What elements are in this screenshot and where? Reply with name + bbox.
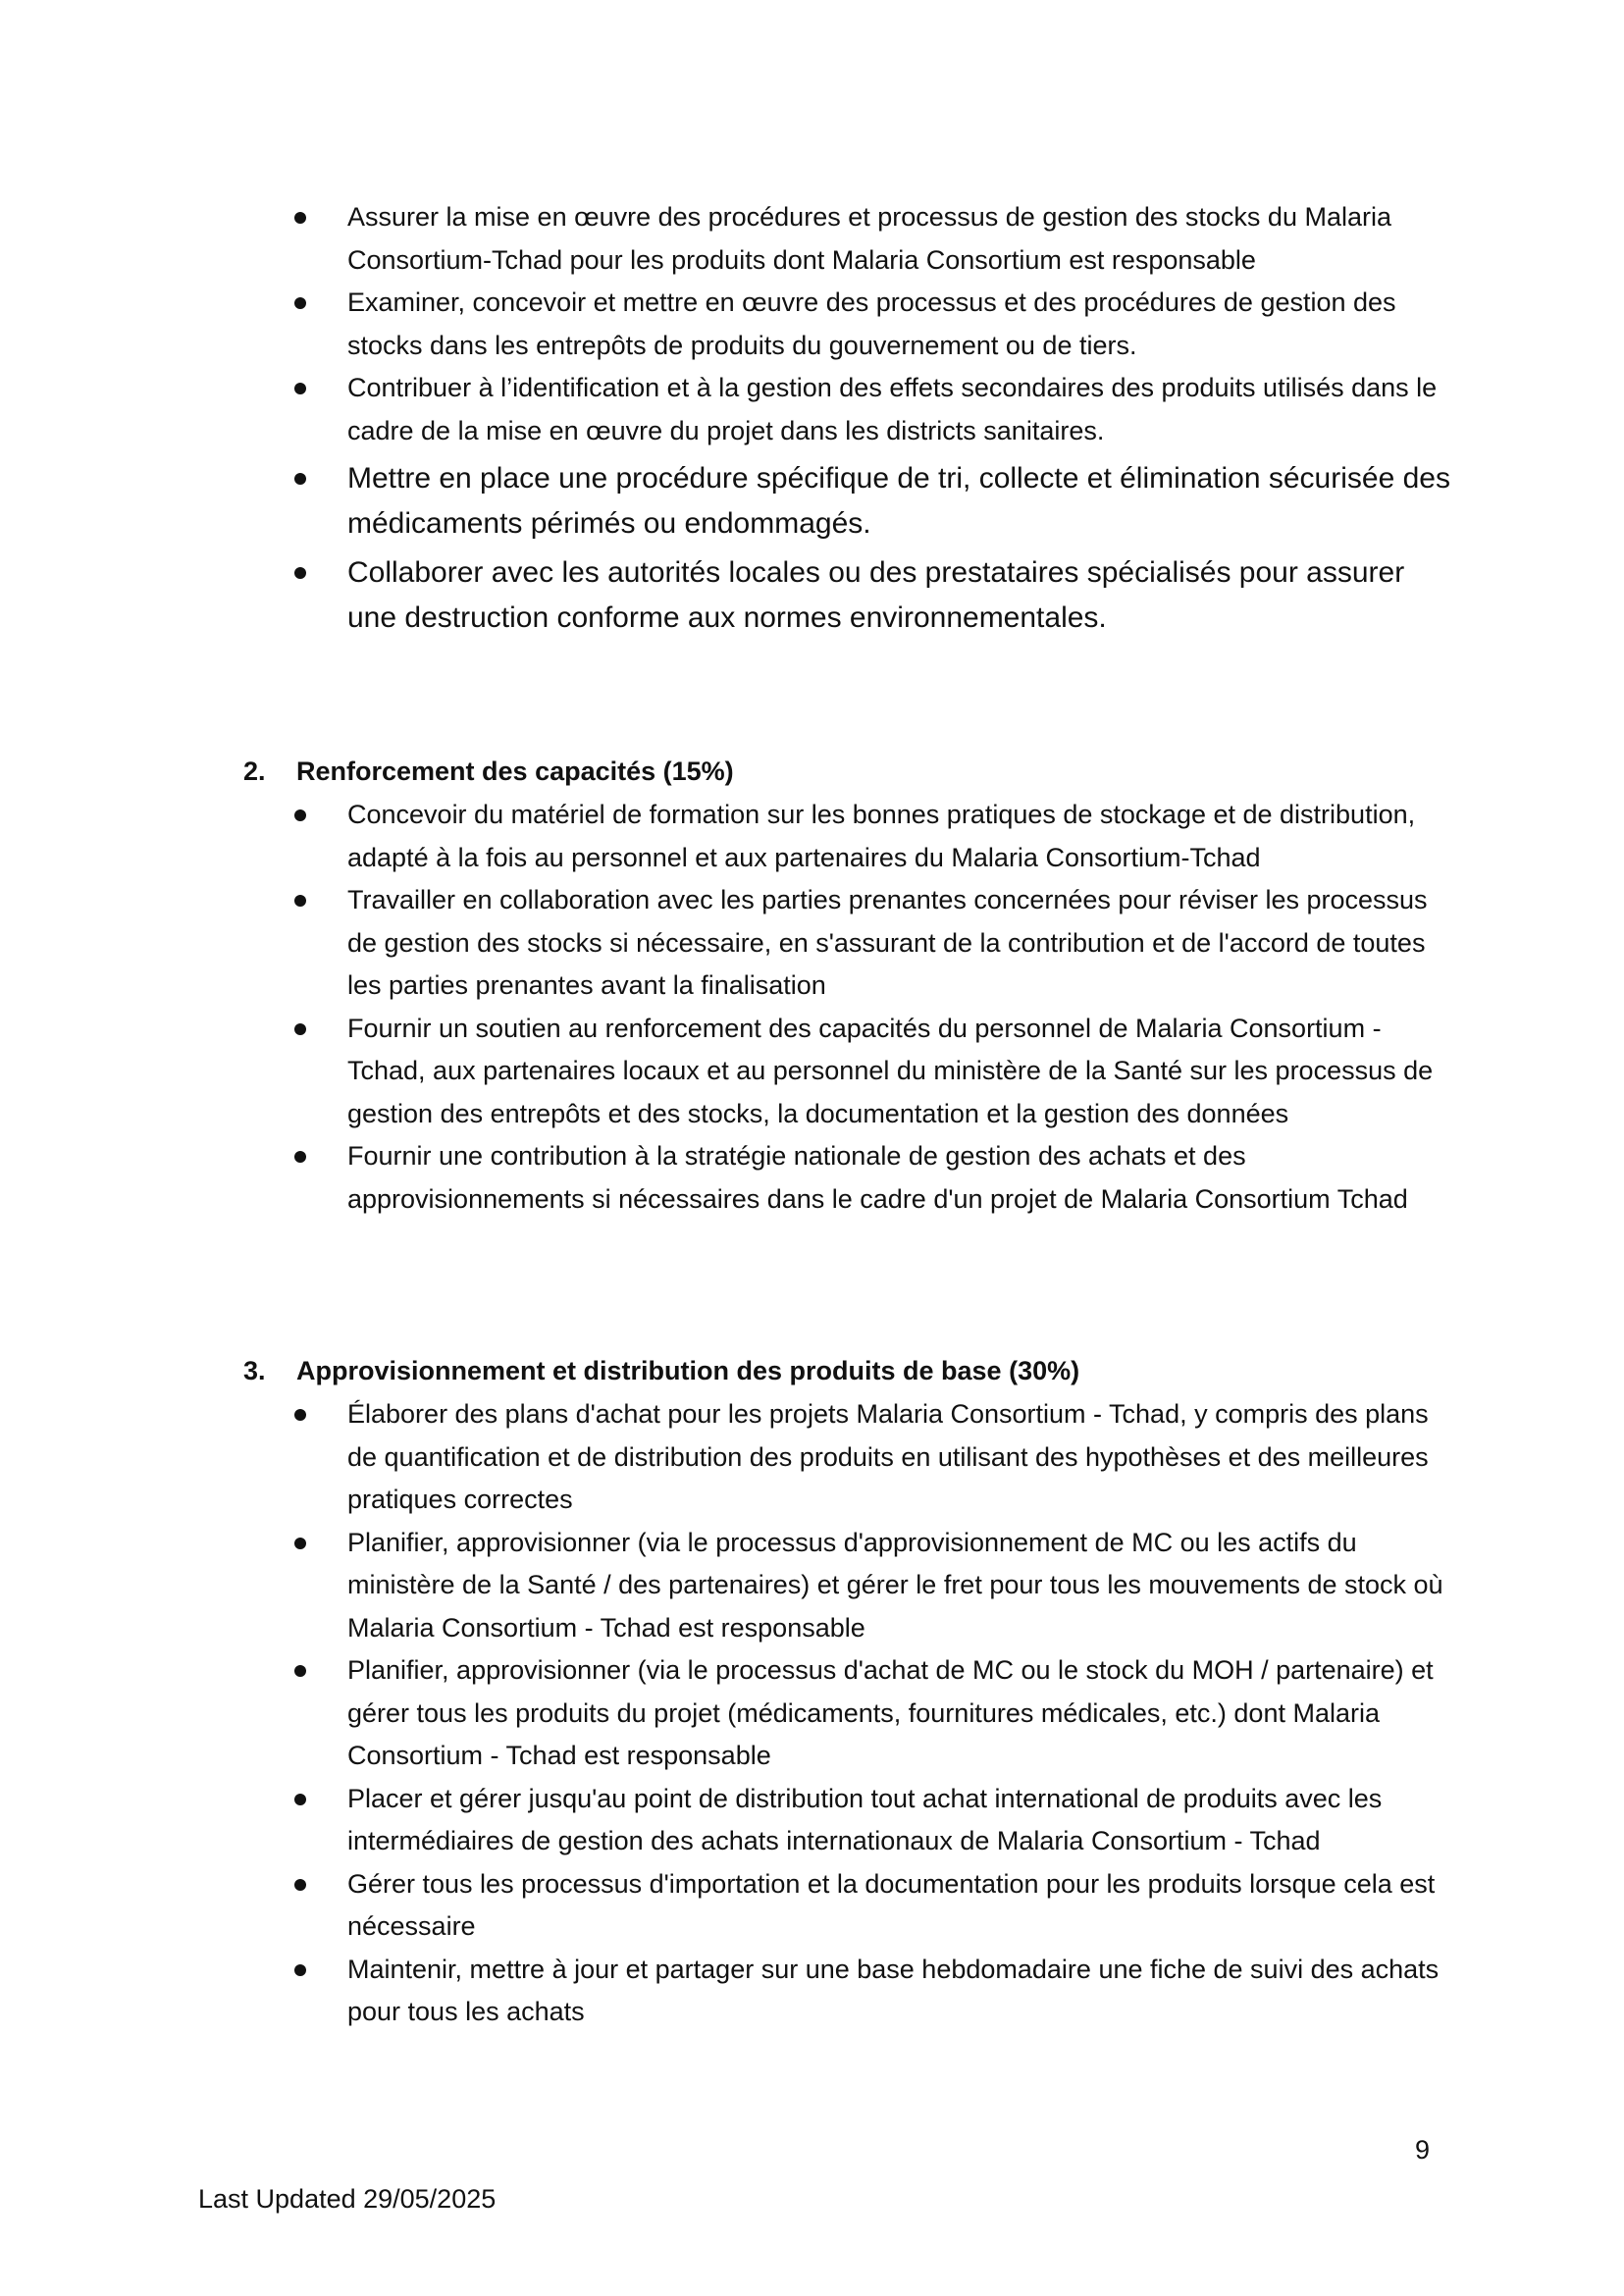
list-item-text: Assurer la mise en œuvre des procédures et processus de gestion des stocks du Malaria Consortium-Tchad pour les produits dont Malaria Consortium est responsable bbox=[347, 202, 1391, 275]
section-number: 2. bbox=[243, 757, 266, 786]
list-item-text: Collaborer avec les autorités locales ou des prestataires spécialisés pour assurer une destruction conforme aux normes environnementales. bbox=[347, 556, 1405, 634]
list-item-text: Planifier, approvisionner (via le processus d'approvisionnement de MC ou les actifs du ministère de la Santé / des partenaires) et gérer le fret pour tous les mouvements de stock où Malaria Consortium - Tchad est responsable bbox=[347, 1527, 1443, 1643]
bullet-icon bbox=[294, 383, 306, 394]
page-number: 9 bbox=[1415, 2135, 1431, 2165]
bullet-icon bbox=[294, 809, 306, 821]
bullet-icon bbox=[294, 473, 306, 485]
list-item-text: Fournir un soutien au renforcement des capacités du personnel de Malaria Consortium - Tchad, aux partenaires locaux et au personnel du ministère de la Santé sur les processus de gestion des entrepôts et des stocks, la documentation et la gestion des données bbox=[347, 1013, 1434, 1128]
list-item bbox=[294, 879, 1452, 1008]
section-title: Renforcement des capacités (15%) bbox=[296, 757, 734, 786]
section-2-bullet-list bbox=[294, 794, 1452, 1221]
list-item bbox=[294, 456, 1452, 547]
list-item bbox=[294, 550, 1452, 641]
bullet-icon bbox=[294, 212, 306, 224]
list-item bbox=[294, 196, 1452, 282]
list-item-text: Contribuer à l’identification et à la gestion des effets secondaires des produits utilisés dans le cadre de la mise en œuvre du projet dans les districts sanitaires. bbox=[347, 373, 1438, 445]
list-item bbox=[294, 1778, 1452, 1863]
bullet-icon bbox=[294, 1964, 306, 1976]
list-item bbox=[294, 1008, 1452, 1136]
section-3-heading bbox=[243, 1351, 1079, 1390]
list-item-text: Élaborer des plans d'achat pour les projets Malaria Consortium - Tchad, y compris des plans de quantification et de distribution des produits en utilisant des hypothèses et des meilleures pratiques correctes bbox=[347, 1399, 1429, 1514]
list-item-text: Placer et gérer jusqu'au point de distribution tout achat international de produits avec les intermédiaires de gestion des achats internationaux de Malaria Consortium - Tchad bbox=[347, 1783, 1383, 1855]
bullet-icon bbox=[294, 567, 306, 579]
intro-bullet-list bbox=[294, 196, 1452, 641]
section-number: 3. bbox=[243, 1356, 266, 1385]
list-item bbox=[294, 1649, 1452, 1778]
bullet-icon bbox=[294, 1151, 306, 1163]
list-item-text: Gérer tous les processus d'importation et la documentation pour les produits lorsque cela est nécessaire bbox=[347, 1868, 1436, 1941]
list-item-text: Mettre en place une procédure spécifique de tri, collecte et élimination sécurisée des médicaments périmés ou endommagés. bbox=[347, 462, 1450, 540]
bullet-icon bbox=[294, 1879, 306, 1891]
list-item bbox=[294, 1949, 1452, 2034]
bullet-icon bbox=[294, 1665, 306, 1677]
bullet-icon bbox=[294, 895, 306, 907]
list-item bbox=[294, 1393, 1452, 1522]
section-3-bullet-list bbox=[294, 1393, 1452, 2034]
list-item bbox=[294, 1863, 1452, 1949]
list-item bbox=[294, 367, 1452, 452]
bullet-icon bbox=[294, 1409, 306, 1421]
last-updated-footer: Last Updated 29/05/2025 bbox=[198, 2184, 497, 2214]
bullet-icon bbox=[294, 1538, 306, 1549]
section-2-heading bbox=[243, 752, 734, 791]
section-title: Approvisionnement et distribution des produits de base (30%) bbox=[296, 1356, 1080, 1385]
bullet-icon bbox=[294, 297, 306, 309]
bullet-icon bbox=[294, 1794, 306, 1805]
bullet-icon bbox=[294, 1023, 306, 1035]
list-item-text: Examiner, concevoir et mettre en œuvre des processus et des procédures de gestion des stocks dans les entrepôts de produits du gouvernement ou de tiers. bbox=[347, 287, 1396, 360]
list-item-text: Travailler en collaboration avec les parties prenantes concernées pour réviser les processus de gestion des stocks si nécessaire, en s'assurant de la contribution et de l'accord de toutes les parties prenantes avant la finalisation bbox=[347, 885, 1428, 1000]
list-item bbox=[294, 1522, 1452, 1650]
list-item bbox=[294, 794, 1452, 879]
list-item-text: Planifier, approvisionner (via le processus d'achat de MC ou le stock du MOH / partenaire) et gérer tous les produits du projet (médicaments, fournitures médicales, etc.) dont Malaria Consortium - Tchad est responsable bbox=[347, 1655, 1434, 1770]
list-item bbox=[294, 282, 1452, 367]
list-item-text: Concevoir du matériel de formation sur les bonnes pratiques de stockage et de distribution, adapté à la fois au personnel et aux partenaires du Malaria Consortium-Tchad bbox=[347, 800, 1416, 872]
list-item bbox=[294, 1135, 1452, 1221]
list-item-text: Maintenir, mettre à jour et partager sur une base hebdomadaire une fiche de suivi des achats pour tous les achats bbox=[347, 1954, 1440, 2026]
list-item-text: Fournir une contribution à la stratégie nationale de gestion des achats et des approvisionnements si nécessaires dans le cadre d'un projet de Malaria Consortium Tchad bbox=[347, 1141, 1408, 1214]
